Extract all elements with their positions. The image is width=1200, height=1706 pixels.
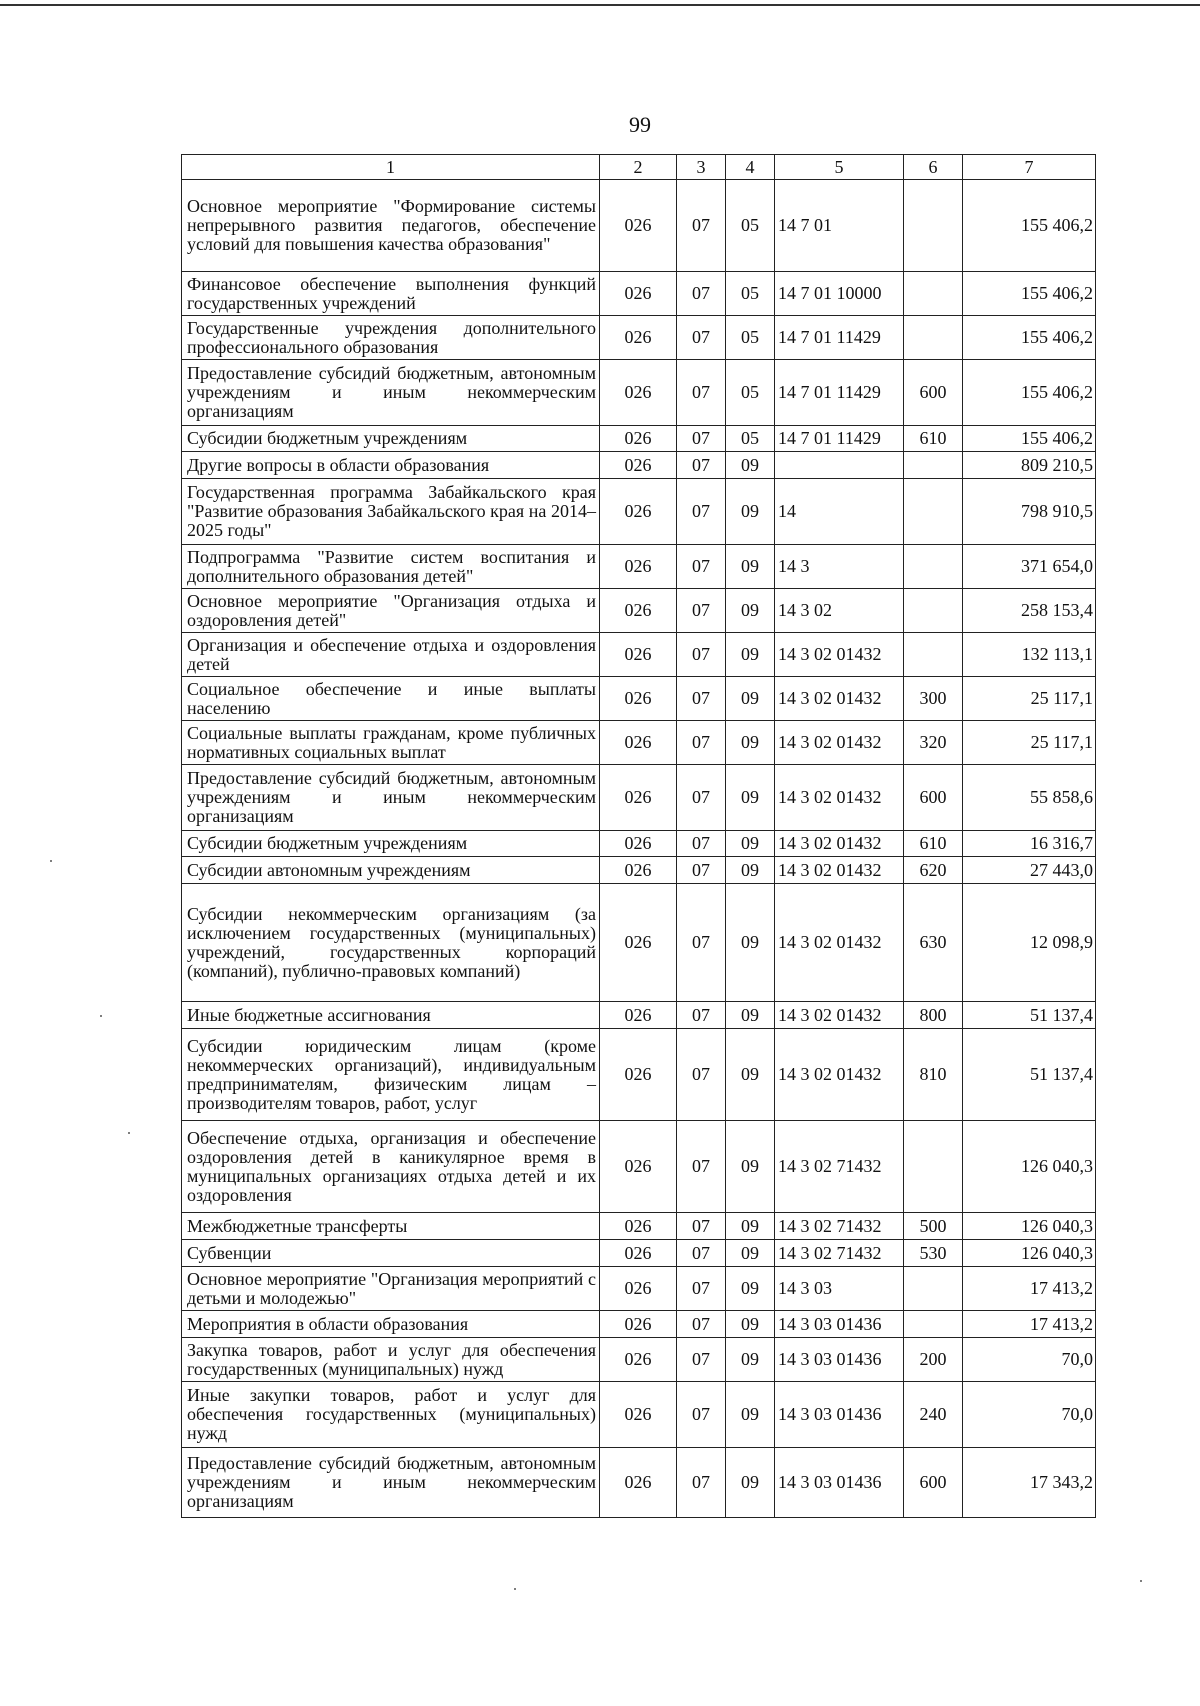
row-name-cell: Государственная программа Забайкальского края "Развитие образования Забайкальского края на 2014–2025 годы" [182, 479, 600, 545]
row-cell-col-5 [775, 452, 904, 479]
table-row [182, 1267, 1096, 1311]
row-cell-col-5: 14 3 02 01432 [775, 633, 904, 677]
table-row [182, 1213, 1096, 1240]
table-row [182, 677, 1096, 721]
row-cell-col-2: 026 [600, 1382, 677, 1448]
table-row [182, 426, 1096, 452]
row-cell-col-6: 500 [904, 1213, 963, 1240]
row-cell-col-3: 07 [677, 1267, 726, 1311]
row-cell-col-7: 371 654,0 [963, 545, 1096, 589]
header-cell-1: 1 [182, 155, 600, 180]
page-number: 99 [629, 112, 651, 137]
row-cell-col-7: 17 413,2 [963, 1267, 1096, 1311]
row-cell-col-7: 126 040,3 [963, 1213, 1096, 1240]
row-cell-col-4: 09 [726, 1267, 775, 1311]
row-cell-col-3: 07 [677, 1448, 726, 1518]
row-cell-col-5: 14 3 02 01432 [775, 1002, 904, 1029]
row-cell-col-6 [904, 1121, 963, 1213]
row-cell-col-4: 09 [726, 1029, 775, 1121]
row-cell-col-7: 17 343,2 [963, 1448, 1096, 1518]
row-cell-col-5: 14 3 02 01432 [775, 765, 904, 831]
table-row [182, 857, 1096, 884]
row-cell-col-7: 17 413,2 [963, 1311, 1096, 1338]
row-cell-col-6 [904, 633, 963, 677]
row-cell-col-7: 126 040,3 [963, 1121, 1096, 1213]
scan-speck [1140, 1580, 1142, 1582]
row-cell-col-4: 09 [726, 721, 775, 765]
row-cell-col-5: 14 7 01 11429 [775, 426, 904, 452]
table-row [182, 479, 1096, 545]
row-cell-col-5: 14 3 03 01436 [775, 1448, 904, 1518]
row-cell-col-4: 09 [726, 1213, 775, 1240]
row-cell-col-7: 809 210,5 [963, 452, 1096, 479]
table-row [182, 272, 1096, 316]
row-cell-col-6: 610 [904, 426, 963, 452]
row-cell-col-5: 14 3 02 01432 [775, 884, 904, 1002]
row-cell-col-6: 600 [904, 1448, 963, 1518]
row-cell-col-6 [904, 1311, 963, 1338]
row-cell-col-3: 07 [677, 1121, 726, 1213]
row-cell-col-2: 026 [600, 1213, 677, 1240]
row-cell-col-7: 126 040,3 [963, 1240, 1096, 1267]
row-cell-col-6: 630 [904, 884, 963, 1002]
row-cell-col-5: 14 3 02 01432 [775, 1029, 904, 1121]
header-row [182, 155, 1096, 180]
row-cell-col-4: 09 [726, 452, 775, 479]
row-cell-col-2: 026 [600, 1002, 677, 1029]
row-cell-col-6 [904, 1267, 963, 1311]
row-name-cell: Субсидии автономным учреждениям [182, 857, 600, 884]
row-cell-col-7: 12 098,9 [963, 884, 1096, 1002]
row-cell-col-2: 026 [600, 884, 677, 1002]
table-row [182, 633, 1096, 677]
table-row [182, 1382, 1096, 1448]
table-row [182, 721, 1096, 765]
row-cell-col-4: 09 [726, 1338, 775, 1382]
row-cell-col-4: 09 [726, 633, 775, 677]
row-cell-col-7: 16 316,7 [963, 831, 1096, 857]
row-name-cell: Субсидии некоммерческим организациям (за исключением государственных (муниципальных) учреждений, государственных корпораций (компаний), публично-правовых компаний) [182, 884, 600, 1002]
row-cell-col-3: 07 [677, 1338, 726, 1382]
row-name-cell: Мероприятия в области образования [182, 1311, 600, 1338]
row-cell-col-5: 14 3 02 01432 [775, 677, 904, 721]
row-cell-col-4: 09 [726, 1002, 775, 1029]
row-cell-col-5: 14 7 01 11429 [775, 360, 904, 426]
row-name-cell: Предоставление субсидий бюджетным, автономным учреждениям и иным некоммерческим организациям [182, 765, 600, 831]
row-cell-col-6 [904, 545, 963, 589]
row-cell-col-7: 258 153,4 [963, 589, 1096, 633]
row-name-cell: Обеспечение отдыха, организация и обеспечение оздоровления детей в каникулярное время в муниципальных организациях отдыха детей и их оздоровления [182, 1121, 600, 1213]
row-name-cell: Другие вопросы в области образования [182, 452, 600, 479]
table-row [182, 1311, 1096, 1338]
row-cell-col-7: 25 117,1 [963, 677, 1096, 721]
row-cell-col-2: 026 [600, 180, 677, 272]
row-cell-col-5: 14 3 02 01432 [775, 831, 904, 857]
row-cell-col-5: 14 3 02 71432 [775, 1121, 904, 1213]
row-cell-col-4: 05 [726, 426, 775, 452]
table-row [182, 831, 1096, 857]
row-cell-col-5: 14 3 02 71432 [775, 1213, 904, 1240]
row-cell-col-3: 07 [677, 452, 726, 479]
header-cell-4: 4 [726, 155, 775, 180]
row-cell-col-2: 026 [600, 765, 677, 831]
row-cell-col-2: 026 [600, 1240, 677, 1267]
header-cell-5: 5 [775, 155, 904, 180]
row-cell-col-4: 09 [726, 831, 775, 857]
row-cell-col-7: 798 910,5 [963, 479, 1096, 545]
row-cell-col-2: 026 [600, 721, 677, 765]
row-cell-col-3: 07 [677, 360, 726, 426]
row-cell-col-3: 07 [677, 1213, 726, 1240]
header-cell-3: 3 [677, 155, 726, 180]
row-cell-col-4: 09 [726, 545, 775, 589]
row-name-cell: Подпрограмма "Развитие систем воспитания и дополнительного образования детей" [182, 545, 600, 589]
table-row [182, 545, 1096, 589]
row-cell-col-3: 07 [677, 1240, 726, 1267]
row-cell-col-7: 70,0 [963, 1382, 1096, 1448]
row-cell-col-2: 026 [600, 1338, 677, 1382]
row-cell-col-2: 026 [600, 1448, 677, 1518]
row-cell-col-2: 026 [600, 1121, 677, 1213]
row-cell-col-2: 026 [600, 1029, 677, 1121]
row-cell-col-3: 07 [677, 721, 726, 765]
row-cell-col-7: 155 406,2 [963, 272, 1096, 316]
row-cell-col-3: 07 [677, 831, 726, 857]
row-cell-col-6 [904, 180, 963, 272]
row-cell-col-7: 155 406,2 [963, 360, 1096, 426]
row-cell-col-5: 14 3 03 [775, 1267, 904, 1311]
table-row [182, 1121, 1096, 1213]
row-cell-col-6 [904, 452, 963, 479]
row-name-cell: Субсидии юридическим лицам (кроме некоммерческих организаций), индивидуальным предпринимателям, физическим лицам – производителям товаров, работ, услуг [182, 1029, 600, 1121]
row-name-cell: Организация и обеспечение отдыха и оздоровления детей [182, 633, 600, 677]
row-cell-col-6: 530 [904, 1240, 963, 1267]
table-row [182, 180, 1096, 272]
row-name-cell: Субсидии бюджетным учреждениям [182, 831, 600, 857]
row-cell-col-4: 05 [726, 360, 775, 426]
row-name-cell: Иные бюджетные ассигнования [182, 1002, 600, 1029]
row-cell-col-6 [904, 272, 963, 316]
row-cell-col-7: 51 137,4 [963, 1002, 1096, 1029]
table-row [182, 1002, 1096, 1029]
row-cell-col-5: 14 3 03 01436 [775, 1382, 904, 1448]
row-name-cell: Социальное обеспечение и иные выплаты населению [182, 677, 600, 721]
scan-speck [514, 1588, 516, 1590]
row-cell-col-4: 09 [726, 589, 775, 633]
row-name-cell: Социальные выплаты гражданам, кроме публичных нормативных социальных выплат [182, 721, 600, 765]
row-cell-col-4: 09 [726, 479, 775, 545]
row-cell-col-2: 026 [600, 1311, 677, 1338]
row-name-cell: Субсидии бюджетным учреждениям [182, 426, 600, 452]
row-cell-col-3: 07 [677, 272, 726, 316]
row-cell-col-4: 05 [726, 272, 775, 316]
row-name-cell: Основное мероприятие "Организация отдыха и оздоровления детей" [182, 589, 600, 633]
row-cell-col-3: 07 [677, 589, 726, 633]
row-cell-col-5: 14 3 02 71432 [775, 1240, 904, 1267]
row-cell-col-3: 07 [677, 633, 726, 677]
row-cell-col-4: 05 [726, 316, 775, 360]
row-name-cell: Закупка товаров, работ и услуг для обеспечения государственных (муниципальных) нужд [182, 1338, 600, 1382]
row-cell-col-6 [904, 589, 963, 633]
row-cell-col-7: 155 406,2 [963, 426, 1096, 452]
row-cell-col-3: 07 [677, 884, 726, 1002]
row-cell-col-6: 200 [904, 1338, 963, 1382]
row-cell-col-5: 14 3 02 01432 [775, 721, 904, 765]
row-cell-col-4: 09 [726, 765, 775, 831]
row-name-cell: Предоставление субсидий бюджетным, автономным учреждениям и иным некоммерческим организациям [182, 360, 600, 426]
table-row [182, 765, 1096, 831]
table-row [182, 884, 1096, 1002]
row-cell-col-2: 026 [600, 677, 677, 721]
row-cell-col-2: 026 [600, 452, 677, 479]
row-cell-col-3: 07 [677, 1311, 726, 1338]
table-row [182, 1029, 1096, 1121]
table-row [182, 1240, 1096, 1267]
row-cell-col-3: 07 [677, 180, 726, 272]
row-cell-col-6: 240 [904, 1382, 963, 1448]
budget-table [181, 154, 1096, 1518]
header-cell-2: 2 [600, 155, 677, 180]
table-row [182, 1448, 1096, 1518]
scan-speck [50, 860, 52, 862]
row-cell-col-5: 14 3 03 01436 [775, 1311, 904, 1338]
row-cell-col-4: 09 [726, 1311, 775, 1338]
row-name-cell: Субвенции [182, 1240, 600, 1267]
row-cell-col-6: 300 [904, 677, 963, 721]
row-cell-col-2: 026 [600, 360, 677, 426]
row-cell-col-5: 14 3 02 01432 [775, 857, 904, 884]
row-cell-col-3: 07 [677, 857, 726, 884]
row-cell-col-7: 27 443,0 [963, 857, 1096, 884]
row-cell-col-5: 14 7 01 11429 [775, 316, 904, 360]
row-cell-col-6: 600 [904, 360, 963, 426]
row-cell-col-3: 07 [677, 1029, 726, 1121]
row-cell-col-4: 09 [726, 1382, 775, 1448]
row-cell-col-4: 09 [726, 1240, 775, 1267]
row-cell-col-3: 07 [677, 426, 726, 452]
row-cell-col-5: 14 3 03 01436 [775, 1338, 904, 1382]
row-cell-col-2: 026 [600, 316, 677, 360]
row-cell-col-5: 14 7 01 [775, 180, 904, 272]
row-cell-col-3: 07 [677, 1382, 726, 1448]
row-cell-col-6 [904, 316, 963, 360]
table-row [182, 589, 1096, 633]
row-name-cell: Основное мероприятие "Организация мероприятий с детьми и молодежью" [182, 1267, 600, 1311]
row-cell-col-2: 026 [600, 831, 677, 857]
row-cell-col-2: 026 [600, 545, 677, 589]
row-cell-col-7: 55 858,6 [963, 765, 1096, 831]
table-row [182, 360, 1096, 426]
table-row [182, 1338, 1096, 1382]
table-row [182, 452, 1096, 479]
row-cell-col-5: 14 3 [775, 545, 904, 589]
row-name-cell: Межбюджетные трансферты [182, 1213, 600, 1240]
row-cell-col-2: 026 [600, 272, 677, 316]
row-cell-col-3: 07 [677, 1002, 726, 1029]
row-cell-col-6 [904, 479, 963, 545]
header-cell-6: 6 [904, 155, 963, 180]
row-cell-col-7: 51 137,4 [963, 1029, 1096, 1121]
row-cell-col-5: 14 7 01 10000 [775, 272, 904, 316]
header-cell-7: 7 [963, 155, 1096, 180]
row-cell-col-6: 320 [904, 721, 963, 765]
row-cell-col-2: 026 [600, 1267, 677, 1311]
row-cell-col-2: 026 [600, 589, 677, 633]
row-cell-col-3: 07 [677, 316, 726, 360]
row-cell-col-3: 07 [677, 545, 726, 589]
row-name-cell: Государственные учреждения дополнительного профессионального образования [182, 316, 600, 360]
scan-speck [100, 1015, 102, 1017]
row-cell-col-3: 07 [677, 765, 726, 831]
row-cell-col-6: 620 [904, 857, 963, 884]
row-cell-col-4: 09 [726, 884, 775, 1002]
row-cell-col-7: 155 406,2 [963, 180, 1096, 272]
row-cell-col-4: 09 [726, 1121, 775, 1213]
row-cell-col-7: 70,0 [963, 1338, 1096, 1382]
row-cell-col-7: 132 113,1 [963, 633, 1096, 677]
row-name-cell: Иные закупки товаров, работ и услуг для обеспечения государственных (муниципальных) нужд [182, 1382, 600, 1448]
top-scan-border [0, 4, 1200, 6]
table-row [182, 316, 1096, 360]
row-cell-col-6: 800 [904, 1002, 963, 1029]
row-cell-col-6: 810 [904, 1029, 963, 1121]
row-cell-col-3: 07 [677, 677, 726, 721]
row-cell-col-2: 026 [600, 479, 677, 545]
row-name-cell: Основное мероприятие "Формирование системы непрерывного развития педагогов, обеспечение условий для повышения качества образования" [182, 180, 600, 272]
row-cell-col-4: 05 [726, 180, 775, 272]
row-cell-col-5: 14 [775, 479, 904, 545]
row-cell-col-5: 14 3 02 [775, 589, 904, 633]
row-cell-col-7: 155 406,2 [963, 316, 1096, 360]
row-cell-col-7: 25 117,1 [963, 721, 1096, 765]
row-cell-col-4: 09 [726, 857, 775, 884]
row-cell-col-6: 600 [904, 765, 963, 831]
row-cell-col-4: 09 [726, 1448, 775, 1518]
row-cell-col-2: 026 [600, 633, 677, 677]
row-cell-col-3: 07 [677, 479, 726, 545]
row-cell-col-2: 026 [600, 857, 677, 884]
row-cell-col-6: 610 [904, 831, 963, 857]
row-name-cell: Предоставление субсидий бюджетным, автономным учреждениям и иным некоммерческим организациям [182, 1448, 600, 1518]
scan-speck [128, 1132, 130, 1134]
row-cell-col-2: 026 [600, 426, 677, 452]
row-name-cell: Финансовое обеспечение выполнения функций государственных учреждений [182, 272, 600, 316]
row-cell-col-4: 09 [726, 677, 775, 721]
